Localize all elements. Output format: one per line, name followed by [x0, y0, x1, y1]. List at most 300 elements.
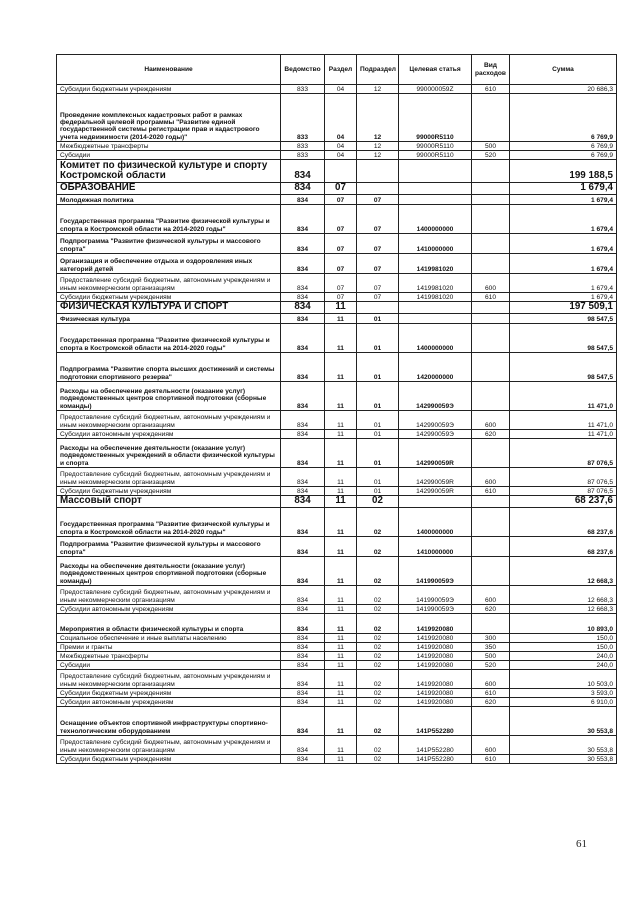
cell-subsection: 07 — [357, 205, 399, 234]
table-row — [57, 468, 617, 487]
cell-amount: 12 668,3 — [510, 557, 617, 586]
cell-target-item: 142990059Э — [399, 382, 472, 411]
cell-section: 11 — [325, 487, 357, 496]
cell-amount: 10 893,0 — [510, 614, 617, 634]
table-row — [57, 487, 617, 496]
table-row — [57, 537, 617, 557]
cell-department: 834 — [281, 439, 325, 468]
cell-target-item — [399, 183, 472, 195]
cell-subsection: 01 — [357, 324, 399, 353]
cell-target-item: 1420000000 — [399, 353, 472, 382]
cell-target-item: 142990059Э — [399, 430, 472, 439]
table-row — [57, 736, 617, 755]
cell-name: ОБРАЗОВАНИЕ — [57, 183, 281, 195]
cell-amount: 1 679,4 — [510, 234, 617, 254]
header-target-item: Целевая статья — [399, 55, 472, 85]
cell-section: 11 — [325, 614, 357, 634]
cell-target-item — [399, 496, 472, 508]
cell-expense-type — [472, 508, 510, 537]
header-department: Ведомство — [281, 55, 325, 85]
cell-amount: 197 509,1 — [510, 302, 617, 314]
cell-expense-type — [472, 205, 510, 234]
table-row — [57, 508, 617, 537]
cell-target-item — [399, 195, 472, 205]
table-row — [57, 302, 617, 314]
cell-section: 11 — [325, 382, 357, 411]
cell-department: 834 — [281, 661, 325, 670]
cell-section: 04 — [325, 94, 357, 142]
cell-name: Межбюджетные трансферты — [57, 142, 281, 151]
cell-expense-type — [472, 254, 510, 274]
cell-name: Субсидии бюджетным учреждениям — [57, 755, 281, 764]
table-row — [57, 274, 617, 293]
cell-name: ФИЗИЧЕСКАЯ КУЛЬТУРА И СПОРТ — [57, 302, 281, 314]
cell-department: 834 — [281, 195, 325, 205]
cell-subsection — [357, 160, 399, 183]
table-row — [57, 151, 617, 160]
cell-section: 11 — [325, 353, 357, 382]
cell-section: 04 — [325, 142, 357, 151]
cell-target-item: 1410000000 — [399, 537, 472, 557]
cell-section — [325, 160, 357, 183]
cell-target-item: 1419920080 — [399, 614, 472, 634]
budget-table — [56, 54, 617, 764]
cell-section: 11 — [325, 707, 357, 736]
table-row — [57, 643, 617, 652]
cell-department: 834 — [281, 183, 325, 195]
cell-target-item: 1419920080 — [399, 698, 472, 707]
cell-name: Премии и гранты — [57, 643, 281, 652]
cell-subsection: 01 — [357, 314, 399, 324]
cell-subsection — [357, 302, 399, 314]
cell-amount: 10 503,0 — [510, 670, 617, 689]
cell-department: 834 — [281, 254, 325, 274]
cell-section: 11 — [325, 689, 357, 698]
cell-target-item: 990000059Z — [399, 85, 472, 94]
cell-target-item: 142990059Э — [399, 411, 472, 430]
cell-amount: 12 668,3 — [510, 586, 617, 605]
cell-subsection: 07 — [357, 274, 399, 293]
cell-subsection: 02 — [357, 537, 399, 557]
cell-name: Мероприятия в области физической культуры и спорта — [57, 614, 281, 634]
cell-amount: 30 553,8 — [510, 736, 617, 755]
cell-amount: 1 679,4 — [510, 195, 617, 205]
cell-subsection: 02 — [357, 614, 399, 634]
cell-name: Подпрограмма "Развитие физической культуры и массового спорта" — [57, 537, 281, 557]
table-row — [57, 234, 617, 254]
cell-subsection: 02 — [357, 670, 399, 689]
cell-target-item: 1419981020 — [399, 254, 472, 274]
cell-expense-type: 520 — [472, 661, 510, 670]
header-section: Раздел — [325, 55, 357, 85]
cell-section: 04 — [325, 85, 357, 94]
cell-amount: 1 679,4 — [510, 274, 617, 293]
cell-department: 834 — [281, 557, 325, 586]
cell-expense-type: 600 — [472, 411, 510, 430]
cell-section: 11 — [325, 755, 357, 764]
table-body — [57, 85, 617, 764]
cell-subsection: 01 — [357, 468, 399, 487]
cell-amount: 98 547,5 — [510, 324, 617, 353]
table-row — [57, 496, 617, 508]
cell-department: 833 — [281, 94, 325, 142]
cell-name: Оснащение объектов спортивной инфраструктуры спортивно-технологическим оборудованием — [57, 707, 281, 736]
cell-amount: 1 679,4 — [510, 205, 617, 234]
cell-expense-type: 600 — [472, 670, 510, 689]
cell-subsection: 02 — [357, 586, 399, 605]
cell-target-item: 141P552280 — [399, 736, 472, 755]
cell-section: 11 — [325, 605, 357, 614]
cell-amount: 11 471,0 — [510, 382, 617, 411]
cell-subsection: 02 — [357, 643, 399, 652]
cell-subsection: 02 — [357, 698, 399, 707]
cell-section: 11 — [325, 324, 357, 353]
cell-subsection: 02 — [357, 557, 399, 586]
table-row — [57, 205, 617, 234]
cell-expense-type: 350 — [472, 643, 510, 652]
cell-subsection: 12 — [357, 94, 399, 142]
table-row — [57, 698, 617, 707]
cell-name: Расходы на обеспечение деятельности (оказание услуг) подведомственных центров спортивной подготовки (сборные команды) — [57, 382, 281, 411]
cell-section: 11 — [325, 468, 357, 487]
header-amount: Сумма — [510, 55, 617, 85]
cell-section: 07 — [325, 234, 357, 254]
cell-amount: 87 076,5 — [510, 468, 617, 487]
cell-name: Предоставление субсидий бюджетным, автономным учреждениям и иным некоммерческим организациям — [57, 468, 281, 487]
cell-expense-type — [472, 324, 510, 353]
cell-name: Расходы на обеспечение деятельности (оказание услуг) подведомственных учреждений в области физической культуры и спорта — [57, 439, 281, 468]
cell-target-item: 142990059R — [399, 439, 472, 468]
cell-department: 834 — [281, 430, 325, 439]
cell-target-item: 1400000000 — [399, 508, 472, 537]
cell-amount: 87 076,5 — [510, 439, 617, 468]
cell-expense-type: 520 — [472, 151, 510, 160]
cell-name: Предоставление субсидий бюджетным, автономным учреждениям и иным некоммерческим организациям — [57, 586, 281, 605]
cell-department: 834 — [281, 496, 325, 508]
header-subsection: Подраздел — [357, 55, 399, 85]
cell-name: Субсидии — [57, 661, 281, 670]
cell-target-item: 142990059R — [399, 487, 472, 496]
cell-section: 11 — [325, 439, 357, 468]
cell-expense-type — [472, 614, 510, 634]
header-name: Наименование — [57, 55, 281, 85]
table-row — [57, 94, 617, 142]
cell-target-item: 141P552280 — [399, 755, 472, 764]
cell-section: 07 — [325, 274, 357, 293]
cell-name: Субсидии автономным учреждениям — [57, 605, 281, 614]
cell-amount: 11 471,0 — [510, 411, 617, 430]
cell-department: 834 — [281, 274, 325, 293]
table-header-row — [57, 55, 617, 85]
cell-subsection: 01 — [357, 439, 399, 468]
cell-section: 11 — [325, 670, 357, 689]
table-row — [57, 183, 617, 195]
cell-department: 834 — [281, 698, 325, 707]
cell-expense-type: 600 — [472, 274, 510, 293]
cell-section: 11 — [325, 557, 357, 586]
cell-subsection: 07 — [357, 234, 399, 254]
cell-target-item: 99000R5110 — [399, 151, 472, 160]
cell-target-item: 141990059Э — [399, 605, 472, 614]
cell-department: 834 — [281, 302, 325, 314]
cell-department: 834 — [281, 634, 325, 643]
table-row — [57, 670, 617, 689]
cell-expense-type — [472, 234, 510, 254]
cell-subsection: 07 — [357, 293, 399, 302]
cell-subsection: 02 — [357, 634, 399, 643]
cell-department: 834 — [281, 670, 325, 689]
cell-subsection: 07 — [357, 195, 399, 205]
cell-target-item: 1419920080 — [399, 643, 472, 652]
cell-expense-type: 610 — [472, 755, 510, 764]
cell-name: Физическая культура — [57, 314, 281, 324]
table-row — [57, 160, 617, 183]
cell-expense-type — [472, 183, 510, 195]
cell-expense-type: 500 — [472, 142, 510, 151]
cell-amount: 240,0 — [510, 661, 617, 670]
cell-subsection: 01 — [357, 430, 399, 439]
cell-department: 834 — [281, 353, 325, 382]
table-row — [57, 439, 617, 468]
table-row — [57, 195, 617, 205]
cell-amount: 98 547,5 — [510, 353, 617, 382]
cell-department: 834 — [281, 736, 325, 755]
cell-expense-type — [472, 707, 510, 736]
budget-table-container — [56, 54, 616, 764]
table-row — [57, 586, 617, 605]
table-row — [57, 689, 617, 698]
cell-subsection: 02 — [357, 605, 399, 614]
cell-section: 07 — [325, 254, 357, 274]
cell-name: Межбюджетные трансферты — [57, 652, 281, 661]
cell-subsection: 02 — [357, 508, 399, 537]
cell-department: 834 — [281, 293, 325, 302]
cell-amount: 6 769,9 — [510, 142, 617, 151]
cell-amount: 12 668,3 — [510, 605, 617, 614]
cell-department: 834 — [281, 537, 325, 557]
cell-expense-type: 610 — [472, 85, 510, 94]
cell-subsection: 01 — [357, 487, 399, 496]
cell-department: 833 — [281, 151, 325, 160]
cell-expense-type — [472, 439, 510, 468]
cell-amount: 6 769,9 — [510, 151, 617, 160]
cell-name: Субсидии автономным учреждениям — [57, 430, 281, 439]
cell-expense-type — [472, 353, 510, 382]
cell-expense-type — [472, 557, 510, 586]
cell-department: 834 — [281, 643, 325, 652]
cell-expense-type: 500 — [472, 652, 510, 661]
cell-target-item: 1410000000 — [399, 234, 472, 254]
cell-name: Субсидии автономным учреждениям — [57, 698, 281, 707]
cell-target-item: 1419920080 — [399, 634, 472, 643]
cell-name: Социальное обеспечение и иные выплаты населению — [57, 634, 281, 643]
cell-department: 834 — [281, 487, 325, 496]
cell-subsection: 02 — [357, 736, 399, 755]
cell-section: 07 — [325, 205, 357, 234]
cell-expense-type: 610 — [472, 487, 510, 496]
table-row — [57, 142, 617, 151]
cell-amount: 150,0 — [510, 634, 617, 643]
cell-department: 834 — [281, 314, 325, 324]
cell-name: Предоставление субсидий бюджетным, автономным учреждениям и иным некоммерческим организациям — [57, 736, 281, 755]
cell-subsection: 02 — [357, 707, 399, 736]
cell-section: 11 — [325, 302, 357, 314]
cell-department: 834 — [281, 755, 325, 764]
cell-section: 07 — [325, 195, 357, 205]
cell-subsection: 01 — [357, 353, 399, 382]
cell-expense-type: 620 — [472, 605, 510, 614]
cell-amount: 6 769,9 — [510, 94, 617, 142]
table-row — [57, 661, 617, 670]
cell-target-item — [399, 314, 472, 324]
cell-target-item: 141990059Э — [399, 586, 472, 605]
cell-section: 11 — [325, 508, 357, 537]
table-row — [57, 557, 617, 586]
cell-name: Государственная программа "Развитие физической культуры и спорта в Костромской области на 2014-2020 годы" — [57, 205, 281, 234]
table-row — [57, 652, 617, 661]
cell-amount: 68 237,6 — [510, 537, 617, 557]
cell-name: Предоставление субсидий бюджетным, автономным учреждениям и иным некоммерческим организациям — [57, 274, 281, 293]
cell-expense-type: 610 — [472, 293, 510, 302]
cell-target-item: 1419920080 — [399, 670, 472, 689]
cell-section: 11 — [325, 698, 357, 707]
cell-target-item: 1419920080 — [399, 652, 472, 661]
cell-section: 11 — [325, 661, 357, 670]
cell-amount: 3 593,0 — [510, 689, 617, 698]
cell-department: 834 — [281, 707, 325, 736]
cell-expense-type — [472, 302, 510, 314]
cell-target-item: 1400000000 — [399, 324, 472, 353]
table-row — [57, 293, 617, 302]
cell-target-item: 99000R5110 — [399, 142, 472, 151]
cell-expense-type: 620 — [472, 430, 510, 439]
cell-section: 07 — [325, 183, 357, 195]
table-row — [57, 634, 617, 643]
cell-department: 834 — [281, 411, 325, 430]
cell-subsection: 02 — [357, 755, 399, 764]
cell-subsection: 02 — [357, 652, 399, 661]
cell-amount: 199 188,5 — [510, 160, 617, 183]
cell-name: Проведение комплексных кадастровых работ в рамках федеральной целевой программы "Развитие единой государственной системы регистрации прав и кадастрового учета недвижимости (2014-2020 годы)" — [57, 94, 281, 142]
table-row — [57, 707, 617, 736]
cell-amount: 1 679,4 — [510, 293, 617, 302]
cell-subsection: 02 — [357, 496, 399, 508]
cell-section: 11 — [325, 496, 357, 508]
cell-section: 11 — [325, 586, 357, 605]
cell-section: 11 — [325, 634, 357, 643]
cell-subsection: 12 — [357, 142, 399, 151]
cell-section: 11 — [325, 652, 357, 661]
cell-expense-type — [472, 496, 510, 508]
cell-department: 834 — [281, 614, 325, 634]
cell-subsection: 01 — [357, 382, 399, 411]
cell-amount: 6 910,0 — [510, 698, 617, 707]
cell-expense-type — [472, 195, 510, 205]
cell-expense-type — [472, 94, 510, 142]
cell-name: Субсидии бюджетным учреждениям — [57, 293, 281, 302]
cell-section: 04 — [325, 151, 357, 160]
cell-amount: 1 679,4 — [510, 183, 617, 195]
cell-name: Предоставление субсидий бюджетным, автономным учреждениям и иным некоммерческим организациям — [57, 670, 281, 689]
cell-subsection: 02 — [357, 689, 399, 698]
page-number: 61 — [576, 838, 587, 850]
cell-amount: 68 237,6 — [510, 496, 617, 508]
cell-department: 834 — [281, 652, 325, 661]
cell-subsection: 02 — [357, 661, 399, 670]
table-row — [57, 314, 617, 324]
cell-name: Субсидии бюджетным учреждениям — [57, 85, 281, 94]
cell-expense-type: 600 — [472, 736, 510, 755]
cell-section: 07 — [325, 293, 357, 302]
table-row — [57, 605, 617, 614]
cell-section: 11 — [325, 537, 357, 557]
cell-department: 834 — [281, 205, 325, 234]
cell-amount: 1 679,4 — [510, 254, 617, 274]
table-row — [57, 411, 617, 430]
cell-amount: 150,0 — [510, 643, 617, 652]
cell-amount: 87 076,5 — [510, 487, 617, 496]
cell-target-item: 141P552280 — [399, 707, 472, 736]
cell-expense-type: 610 — [472, 689, 510, 698]
table-row — [57, 324, 617, 353]
table-row — [57, 254, 617, 274]
cell-name: Расходы на обеспечение деятельности (оказание услуг) подведомственных центров спортивной подготовки (сборные команды) — [57, 557, 281, 586]
cell-expense-type: 620 — [472, 698, 510, 707]
cell-subsection — [357, 183, 399, 195]
cell-amount: 20 686,3 — [510, 85, 617, 94]
cell-target-item — [399, 160, 472, 183]
cell-department: 833 — [281, 142, 325, 151]
cell-name: Подпрограмма "Развитие физической культуры и массового спорта" — [57, 234, 281, 254]
cell-target-item: 99000R5110 — [399, 94, 472, 142]
table-row — [57, 353, 617, 382]
cell-name: Подпрограмма "Развитие спорта высших достижений и системы подготовки спортивного резерва" — [57, 353, 281, 382]
cell-subsection: 01 — [357, 411, 399, 430]
cell-name: Молодежная политика — [57, 195, 281, 205]
table-row — [57, 755, 617, 764]
table-row — [57, 614, 617, 634]
cell-name: Субсидии — [57, 151, 281, 160]
cell-section: 11 — [325, 430, 357, 439]
cell-section: 11 — [325, 736, 357, 755]
cell-target-item: 141990059Э — [399, 557, 472, 586]
table-row — [57, 85, 617, 94]
cell-amount: 30 553,8 — [510, 755, 617, 764]
cell-department: 834 — [281, 468, 325, 487]
cell-name: Государственная программа "Развитие физической культуры и спорта в Костромской области на 2014-2020 годы" — [57, 324, 281, 353]
cell-name: Комитет по физической культуре и спорту Костромской области — [57, 160, 281, 183]
cell-amount: 240,0 — [510, 652, 617, 661]
cell-subsection: 07 — [357, 254, 399, 274]
cell-expense-type: 600 — [472, 468, 510, 487]
table-row — [57, 430, 617, 439]
cell-subsection: 12 — [357, 151, 399, 160]
cell-amount: 30 553,8 — [510, 707, 617, 736]
cell-department: 834 — [281, 160, 325, 183]
cell-section: 11 — [325, 411, 357, 430]
cell-target-item: 1419981020 — [399, 293, 472, 302]
cell-name: Организация и обеспечение отдыха и оздоровления иных категорий детей — [57, 254, 281, 274]
cell-expense-type — [472, 382, 510, 411]
cell-amount: 11 471,0 — [510, 430, 617, 439]
cell-target-item: 1400000000 — [399, 205, 472, 234]
cell-section: 11 — [325, 314, 357, 324]
cell-name: Государственная программа "Развитие физической культуры и спорта в Костромской области на 2014-2020 годы" — [57, 508, 281, 537]
cell-name: Массовый спорт — [57, 496, 281, 508]
cell-target-item: 1419920080 — [399, 689, 472, 698]
cell-department: 834 — [281, 382, 325, 411]
header-expense-type: Вид расходов — [472, 55, 510, 85]
